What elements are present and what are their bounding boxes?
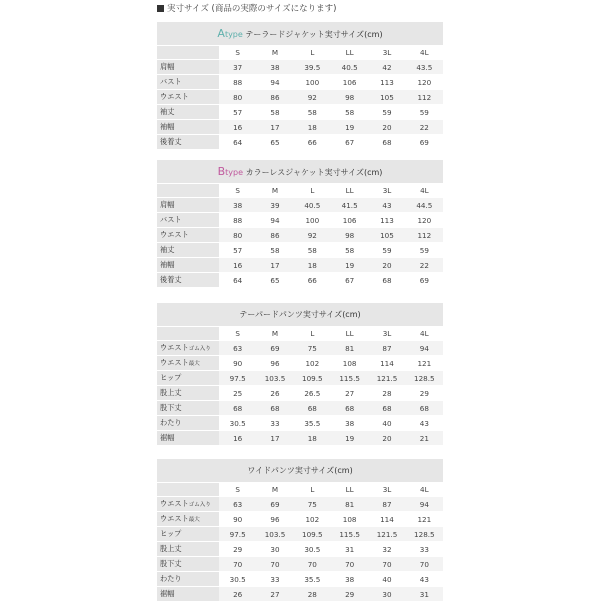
- row-label: 袖丈: [157, 105, 219, 120]
- cell-value: 109.5: [294, 371, 331, 386]
- cell-value: 18: [294, 120, 331, 135]
- cell-value: 21: [406, 431, 443, 446]
- cell-value: 98: [331, 90, 368, 105]
- cell-value: 68: [331, 401, 368, 416]
- cell-value: 30: [368, 587, 405, 602]
- cell-value: 121: [406, 356, 443, 371]
- cell-value: 81: [331, 341, 368, 356]
- cell-value: 68: [219, 401, 256, 416]
- row-label: ウエスト: [157, 90, 219, 105]
- cell-value: 94: [256, 213, 293, 228]
- cell-value: 94: [256, 75, 293, 90]
- cell-value: 114: [368, 512, 405, 527]
- cell-value: 30.5: [219, 416, 256, 431]
- cell-value: 64: [219, 135, 256, 150]
- cell-value: 114: [368, 356, 405, 371]
- table-row: [157, 213, 443, 228]
- cell-value: 68: [368, 401, 405, 416]
- table-title: [157, 160, 443, 184]
- cell-value: 67: [331, 135, 368, 150]
- cell-value: 67: [331, 273, 368, 288]
- cell-value: 25: [219, 386, 256, 401]
- cell-value: 43: [368, 198, 405, 213]
- cell-value: 66: [294, 135, 331, 150]
- row-label: 股下丈: [157, 557, 219, 572]
- table-row: [157, 371, 443, 386]
- row-label: 股下丈: [157, 401, 219, 416]
- cell-value: 59: [368, 243, 405, 258]
- table-row: [157, 386, 443, 401]
- cell-value: 26: [256, 386, 293, 401]
- size-header-blank: [157, 46, 219, 60]
- row-label: 後着丈: [157, 273, 219, 288]
- cell-value: 35.5: [294, 416, 331, 431]
- page-header: [157, 2, 336, 14]
- table-row: [157, 401, 443, 416]
- row-label: 肩幅: [157, 198, 219, 213]
- table-row: [157, 497, 443, 512]
- row-label-note: 最大: [188, 361, 200, 367]
- table-row: [157, 228, 443, 243]
- cell-value: 18: [294, 431, 331, 446]
- cell-value: 98: [331, 228, 368, 243]
- table-row: [157, 431, 443, 446]
- cell-value: 58: [331, 243, 368, 258]
- cell-value: 106: [331, 75, 368, 90]
- cell-value: 19: [331, 431, 368, 446]
- cell-value: 86: [256, 90, 293, 105]
- row-label: わたり: [157, 416, 219, 431]
- cell-value: 65: [256, 273, 293, 288]
- cell-value: 41.5: [331, 198, 368, 213]
- row-label: 袖幅: [157, 120, 219, 135]
- row-label: ヒップ: [157, 527, 219, 542]
- cell-value: 43.5: [406, 60, 443, 75]
- cell-value: 70: [331, 557, 368, 572]
- cell-value: 121: [406, 512, 443, 527]
- cell-value: 106: [331, 213, 368, 228]
- cell-value: 63: [219, 497, 256, 512]
- cell-value: 65: [256, 135, 293, 150]
- table-title: [157, 459, 443, 483]
- cell-value: 40: [368, 416, 405, 431]
- table-title: [157, 303, 443, 327]
- row-label: 袖丈: [157, 243, 219, 258]
- size-header: 4L: [406, 184, 443, 198]
- cell-value: 128.5: [406, 371, 443, 386]
- size-header: M: [256, 184, 293, 198]
- size-header: LL: [331, 483, 368, 497]
- table-row: [157, 587, 443, 602]
- cell-value: 39.5: [294, 60, 331, 75]
- row-label: ヒップ: [157, 371, 219, 386]
- table-row: [157, 356, 443, 371]
- size-header: S: [219, 46, 256, 60]
- cell-value: 43: [406, 416, 443, 431]
- row-label-note: 最大: [188, 517, 200, 523]
- cell-value: 92: [294, 228, 331, 243]
- cell-value: 108: [331, 512, 368, 527]
- size-table-tapered-pants: [157, 303, 443, 446]
- cell-value: 113: [368, 75, 405, 90]
- cell-value: 92: [294, 90, 331, 105]
- cell-value: 39: [256, 198, 293, 213]
- cell-value: 115.5: [331, 527, 368, 542]
- size-header: L: [294, 327, 331, 341]
- table-row: [157, 198, 443, 213]
- type-letter: B: [217, 165, 226, 178]
- size-header: 4L: [406, 46, 443, 60]
- size-header: S: [219, 327, 256, 341]
- row-label: 股上丈: [157, 386, 219, 401]
- table-row: [157, 135, 443, 150]
- cell-value: 69: [256, 341, 293, 356]
- cell-value: 63: [219, 341, 256, 356]
- row-label: 袖幅: [157, 258, 219, 273]
- cell-value: 20: [368, 120, 405, 135]
- size-header: LL: [331, 327, 368, 341]
- size-header: 4L: [406, 483, 443, 497]
- cell-value: 38: [219, 198, 256, 213]
- size-header: S: [219, 184, 256, 198]
- cell-value: 96: [256, 356, 293, 371]
- cell-value: 121.5: [368, 371, 405, 386]
- row-label: ウエストゴム入り: [157, 341, 219, 356]
- cell-value: 109.5: [294, 527, 331, 542]
- cell-value: 88: [219, 213, 256, 228]
- cell-value: 80: [219, 228, 256, 243]
- cell-value: 33: [256, 572, 293, 587]
- cell-value: 20: [368, 258, 405, 273]
- cell-value: 87: [368, 497, 405, 512]
- table-title: [157, 22, 443, 46]
- size-header: 4L: [406, 327, 443, 341]
- cell-value: 58: [331, 105, 368, 120]
- cell-value: 70: [368, 557, 405, 572]
- cell-value: 103.5: [256, 371, 293, 386]
- cell-value: 38: [331, 572, 368, 587]
- size-header: L: [294, 46, 331, 60]
- cell-value: 68: [256, 401, 293, 416]
- row-label: わたり: [157, 572, 219, 587]
- table-row: [157, 341, 443, 356]
- header-text: 実寸サイズ (商品の実際のサイズになります): [167, 4, 337, 14]
- cell-value: 87: [368, 341, 405, 356]
- cell-value: 128.5: [406, 527, 443, 542]
- cell-value: 103.5: [256, 527, 293, 542]
- size-header-blank: [157, 483, 219, 497]
- size-table-a-tailored-jacket: [157, 22, 443, 150]
- row-label: ウエストゴム入り: [157, 497, 219, 512]
- cell-value: 31: [331, 542, 368, 557]
- cell-value: 31: [406, 587, 443, 602]
- row-label: 後着丈: [157, 135, 219, 150]
- cell-value: 70: [256, 557, 293, 572]
- cell-value: 105: [368, 228, 405, 243]
- cell-value: 90: [219, 512, 256, 527]
- table-row: [157, 105, 443, 120]
- cell-value: 19: [331, 120, 368, 135]
- cell-value: 57: [219, 105, 256, 120]
- cell-value: 115.5: [331, 371, 368, 386]
- size-header: M: [256, 483, 293, 497]
- cell-value: 30: [256, 542, 293, 557]
- table-row: [157, 512, 443, 527]
- table-row: [157, 90, 443, 105]
- cell-value: 38: [256, 60, 293, 75]
- cell-value: 88: [219, 75, 256, 90]
- cell-value: 26: [219, 587, 256, 602]
- cell-value: 59: [406, 243, 443, 258]
- cell-value: 112: [406, 228, 443, 243]
- table-row: [157, 557, 443, 572]
- cell-value: 58: [294, 243, 331, 258]
- size-header: 3L: [368, 184, 405, 198]
- type-suffix: type: [225, 168, 244, 177]
- cell-value: 19: [331, 258, 368, 273]
- size-header: M: [256, 46, 293, 60]
- cell-value: 17: [256, 258, 293, 273]
- cell-value: 94: [406, 341, 443, 356]
- row-label: ウエスト最大: [157, 512, 219, 527]
- cell-value: 69: [406, 135, 443, 150]
- cell-value: 96: [256, 512, 293, 527]
- cell-value: 59: [406, 105, 443, 120]
- cell-value: 27: [256, 587, 293, 602]
- cell-value: 68: [294, 401, 331, 416]
- cell-value: 16: [219, 120, 256, 135]
- cell-value: 29: [331, 587, 368, 602]
- cell-value: 42: [368, 60, 405, 75]
- cell-value: 32: [368, 542, 405, 557]
- size-header: 3L: [368, 483, 405, 497]
- row-label: 裾幅: [157, 587, 219, 602]
- cell-value: 58: [294, 105, 331, 120]
- table-title-text: テーラードジャケット実寸サイズ(cm): [245, 30, 383, 39]
- cell-value: 70: [294, 557, 331, 572]
- cell-value: 100: [294, 213, 331, 228]
- cell-value: 70: [406, 557, 443, 572]
- cell-value: 70: [219, 557, 256, 572]
- cell-value: 94: [406, 497, 443, 512]
- cell-value: 86: [256, 228, 293, 243]
- table-row: [157, 75, 443, 90]
- cell-value: 40.5: [331, 60, 368, 75]
- table-title-text: ワイドパンツ実寸サイズ(cm): [247, 466, 353, 475]
- cell-value: 97.5: [219, 527, 256, 542]
- cell-value: 30.5: [219, 572, 256, 587]
- table-title-text: カラーレスジャケット実寸サイズ(cm): [245, 168, 383, 177]
- table-row: [157, 542, 443, 557]
- cell-value: 29: [406, 386, 443, 401]
- size-header: 3L: [368, 46, 405, 60]
- row-label: 裾幅: [157, 431, 219, 446]
- cell-value: 16: [219, 258, 256, 273]
- table-row: [157, 258, 443, 273]
- row-label: 肩幅: [157, 60, 219, 75]
- row-label-note: ゴム入り: [188, 346, 211, 352]
- cell-value: 58: [256, 243, 293, 258]
- cell-value: 37: [219, 60, 256, 75]
- cell-value: 26.5: [294, 386, 331, 401]
- row-label: 股上丈: [157, 542, 219, 557]
- row-label: バスト: [157, 213, 219, 228]
- table-row: [157, 527, 443, 542]
- cell-value: 44.5: [406, 198, 443, 213]
- table-row: [157, 243, 443, 258]
- cell-value: 38: [331, 416, 368, 431]
- cell-value: 57: [219, 243, 256, 258]
- cell-value: 16: [219, 431, 256, 446]
- table-row: [157, 120, 443, 135]
- cell-value: 90: [219, 356, 256, 371]
- cell-value: 40: [368, 572, 405, 587]
- cell-value: 29: [219, 542, 256, 557]
- cell-value: 68: [406, 401, 443, 416]
- type-suffix: type: [224, 30, 243, 39]
- square-bullet-icon: [157, 5, 164, 12]
- row-label: ウエスト最大: [157, 356, 219, 371]
- cell-value: 64: [219, 273, 256, 288]
- cell-value: 33: [256, 416, 293, 431]
- type-letter: A: [217, 27, 225, 40]
- cell-value: 17: [256, 120, 293, 135]
- cell-value: 20: [368, 431, 405, 446]
- table-row: [157, 416, 443, 431]
- cell-value: 81: [331, 497, 368, 512]
- size-header: LL: [331, 184, 368, 198]
- cell-value: 120: [406, 213, 443, 228]
- table-row: [157, 60, 443, 75]
- size-header: L: [294, 483, 331, 497]
- table-row: [157, 572, 443, 587]
- cell-value: 113: [368, 213, 405, 228]
- table-title-text: テーパードパンツ実寸サイズ(cm): [239, 310, 361, 319]
- cell-value: 108: [331, 356, 368, 371]
- cell-value: 69: [256, 497, 293, 512]
- cell-value: 30.5: [294, 542, 331, 557]
- cell-value: 102: [294, 356, 331, 371]
- cell-value: 105: [368, 90, 405, 105]
- cell-value: 112: [406, 90, 443, 105]
- cell-value: 69: [406, 273, 443, 288]
- cell-value: 28: [368, 386, 405, 401]
- cell-value: 22: [406, 258, 443, 273]
- cell-value: 97.5: [219, 371, 256, 386]
- cell-value: 22: [406, 120, 443, 135]
- cell-value: 33: [406, 542, 443, 557]
- row-label: ウエスト: [157, 228, 219, 243]
- table-row: [157, 273, 443, 288]
- cell-value: 102: [294, 512, 331, 527]
- size-table-b-collarless-jacket: [157, 160, 443, 288]
- cell-value: 17: [256, 431, 293, 446]
- size-header-blank: [157, 184, 219, 198]
- cell-value: 100: [294, 75, 331, 90]
- cell-value: 75: [294, 497, 331, 512]
- cell-value: 121.5: [368, 527, 405, 542]
- size-table-wide-pants: [157, 459, 443, 602]
- size-header: S: [219, 483, 256, 497]
- cell-value: 120: [406, 75, 443, 90]
- row-label-note: ゴム入り: [188, 502, 211, 508]
- cell-value: 68: [368, 273, 405, 288]
- cell-value: 43: [406, 572, 443, 587]
- cell-value: 75: [294, 341, 331, 356]
- cell-value: 28: [294, 587, 331, 602]
- cell-value: 18: [294, 258, 331, 273]
- size-header: L: [294, 184, 331, 198]
- row-label: バスト: [157, 75, 219, 90]
- cell-value: 40.5: [294, 198, 331, 213]
- size-header: M: [256, 327, 293, 341]
- size-header-blank: [157, 327, 219, 341]
- cell-value: 80: [219, 90, 256, 105]
- cell-value: 66: [294, 273, 331, 288]
- cell-value: 68: [368, 135, 405, 150]
- cell-value: 27: [331, 386, 368, 401]
- size-header: 3L: [368, 327, 405, 341]
- cell-value: 59: [368, 105, 405, 120]
- cell-value: 35.5: [294, 572, 331, 587]
- cell-value: 58: [256, 105, 293, 120]
- size-header: LL: [331, 46, 368, 60]
